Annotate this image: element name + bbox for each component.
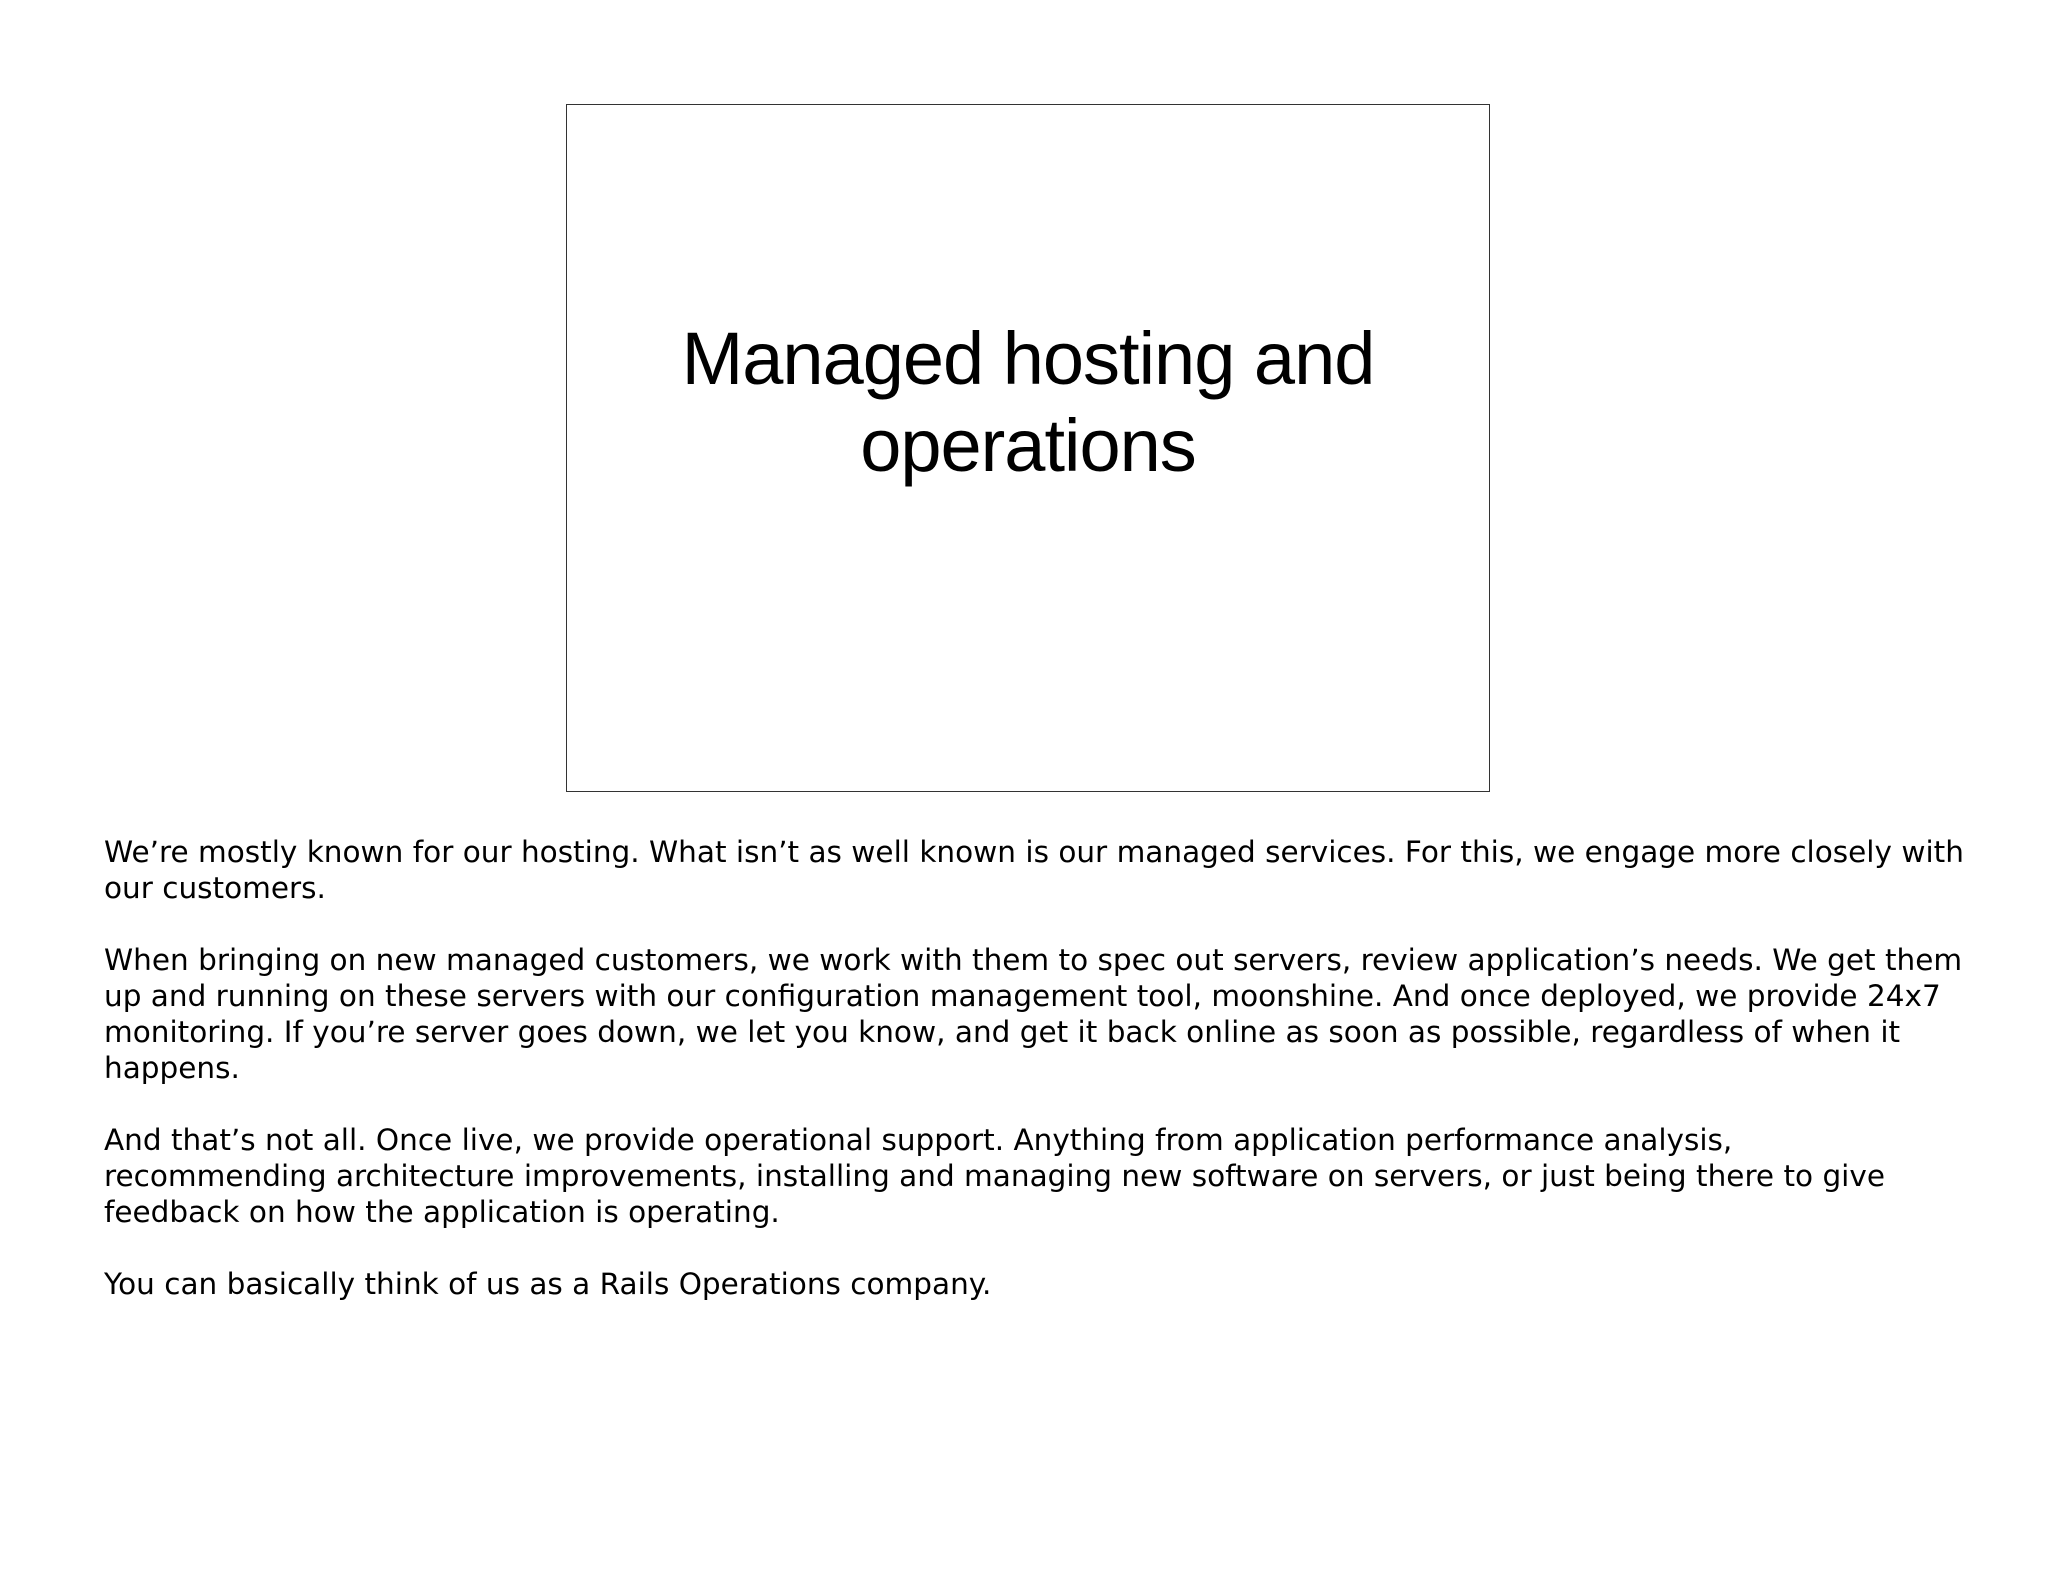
notes-paragraph: When bringing on new managed customers, we work with them to spec out servers, review application’s needs. We get them up and running on these servers with our configuration management tool, moonshine. And once deployed, we provide 24x7 monitoring. If you’re server goes down, we let you know, and get it back online as soon as possible, regardless of when it happens.: [104, 943, 1963, 1085]
slide-title: Managed hosting and operations: [681, 317, 1375, 487]
notes-paragraph: You can basically think of us as a Rails Operations company.: [104, 1267, 992, 1301]
notes-paragraph: And that’s not all. Once live, we provide operational support. Anything from application performance analysis, recommending architecture improvements, installing and managing new software on servers, or just being there to give feedback on how the application is operating.: [104, 1123, 1885, 1229]
speaker-notes: [104, 834, 1964, 1338]
slide-thumbnail: [566, 104, 1490, 792]
notes-paragraph: We’re mostly known for our hosting. What isn’t as well known is our managed services. For this, we engage more closely with our customers.: [104, 835, 1964, 905]
